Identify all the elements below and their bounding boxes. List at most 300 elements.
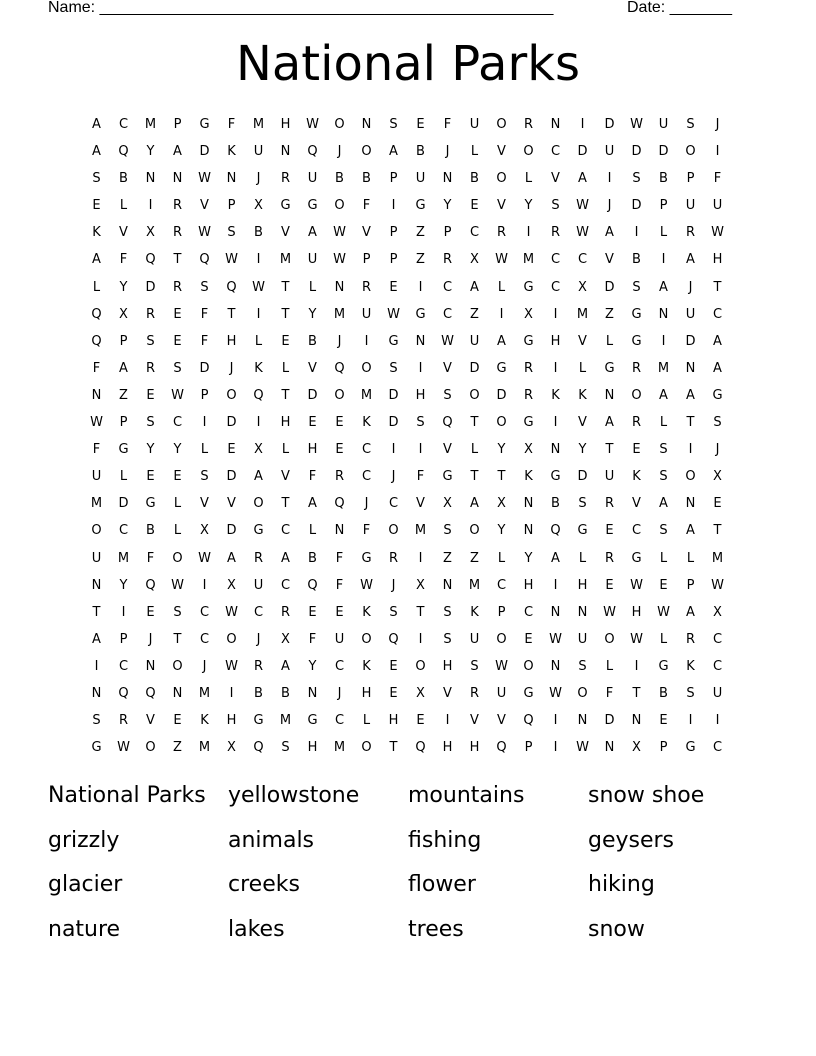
grid-letter: D [577, 469, 588, 485]
grid-letter: O [361, 740, 372, 756]
grid-letter: U [577, 631, 588, 647]
grid-letter: N [442, 171, 453, 187]
grid-letter: P [200, 387, 209, 403]
grid-letter: I [418, 631, 423, 647]
grid-letter: D [226, 469, 237, 485]
grid-letter: E [605, 577, 614, 593]
grid-letter: T [713, 279, 722, 295]
grid-letter: G [631, 333, 642, 349]
grid-letter: R [334, 469, 345, 485]
grid-letter: K [362, 604, 371, 620]
grid-letter: R [523, 360, 534, 376]
grid-letter: R [631, 360, 642, 376]
grid-letter: E [605, 523, 614, 539]
grid-letter: L [470, 442, 479, 458]
grid-letter: W [171, 577, 184, 593]
grid-letter: M [198, 740, 211, 756]
grid-letter: A [686, 387, 695, 403]
grid-letter: A [713, 360, 722, 376]
grid-letter: G [712, 387, 723, 403]
grid-letter: A [119, 360, 128, 376]
grid-letter: N [361, 117, 372, 132]
grid-letter: Z [443, 550, 452, 566]
grid-letter: B [146, 523, 155, 539]
grid-letter: V [146, 713, 155, 729]
grid-letter: G [577, 523, 588, 539]
grid-letter: U [658, 117, 669, 132]
grid-letter: I [553, 360, 558, 376]
grid-letter: E [335, 442, 344, 458]
grid-letter: I [364, 333, 369, 349]
grid-letter: Q [118, 685, 129, 701]
grid-letter: U [91, 550, 102, 566]
grid-letter: U [415, 171, 426, 187]
grid-letter: R [631, 415, 642, 431]
grid-letter: R [685, 225, 696, 241]
grid-letter: A [227, 550, 236, 566]
grid-letter: W [333, 225, 346, 241]
grid-letter: I [121, 604, 126, 620]
grid-letter: S [443, 604, 452, 620]
grid-letter: E [389, 658, 398, 674]
grid-letter: W [306, 117, 319, 132]
grid-letter: Q [226, 279, 237, 295]
grid-letter: E [335, 415, 344, 431]
grid-letter: X [632, 740, 641, 756]
grid-letter: I [715, 144, 720, 160]
grid-letter: T [281, 306, 290, 322]
grid-letter: C [712, 306, 723, 322]
grid-letter: J [391, 577, 396, 593]
grid-letter: N [550, 442, 561, 458]
grid-letter: Q [145, 252, 156, 268]
grid-letter: A [686, 252, 695, 268]
grid-letter: O [604, 631, 615, 647]
grid-letter: X [281, 631, 290, 647]
grid-letter: G [604, 360, 615, 376]
grid-letter: K [551, 387, 560, 403]
grid-letter: R [388, 550, 399, 566]
grid-letter: G [199, 117, 210, 132]
grid-letter: W [117, 740, 130, 756]
grid-letter: T [470, 415, 479, 431]
grid-letter: N [577, 713, 588, 729]
name-date-header [48, 0, 748, 20]
grid-letter: E [389, 685, 398, 701]
grid-letter: Q [334, 360, 345, 376]
grid-letter: P [389, 171, 398, 187]
grid-letter: S [443, 387, 452, 403]
grid-letter: D [604, 713, 615, 729]
grid-letter: V [281, 469, 290, 485]
grid-letter: N [91, 685, 102, 701]
grid-letter: C [712, 658, 723, 674]
grid-letter: I [607, 171, 612, 187]
grid-letter: G [550, 469, 561, 485]
grid-letter: X [524, 306, 533, 322]
grid-letter: O [361, 360, 372, 376]
grid-letter: R [280, 171, 291, 187]
grid-letter: N [226, 171, 237, 187]
grid-letter: V [578, 415, 587, 431]
grid-letter: Q [199, 252, 210, 268]
grid-letter: C [577, 252, 588, 268]
grid-letter: H [280, 415, 291, 431]
grid-letter: T [173, 252, 182, 268]
grid-letter: W [198, 225, 211, 241]
grid-letter: D [604, 117, 615, 132]
grid-letter: K [686, 658, 695, 674]
grid-letter: O [415, 658, 426, 674]
grid-letter: R [685, 631, 696, 647]
grid-letter: Q [145, 577, 156, 593]
grid-letter: D [388, 415, 399, 431]
grid-letter: Q [307, 577, 318, 593]
word-list-item: creeks [228, 872, 300, 897]
grid-letter: I [499, 306, 504, 322]
grid-letter: I [391, 442, 396, 458]
grid-letter: C [118, 658, 129, 674]
grid-letter: I [688, 713, 693, 729]
grid-letter: C [361, 442, 372, 458]
grid-letter: P [686, 171, 695, 187]
grid-letter: S [173, 604, 182, 620]
grid-letter: R [604, 496, 615, 512]
grid-letter: J [364, 496, 369, 512]
grid-letter: O [577, 685, 588, 701]
grid-letter: M [333, 740, 346, 756]
grid-letter: F [227, 117, 236, 132]
grid-letter: Y [146, 144, 155, 160]
grid-letter: D [307, 387, 318, 403]
grid-letter: R [172, 198, 183, 214]
grid-letter: C [199, 604, 210, 620]
grid-letter: I [553, 713, 558, 729]
grid-letter: C [550, 279, 561, 295]
grid-letter: L [119, 469, 128, 485]
grid-letter: T [605, 442, 614, 458]
grid-letter: G [496, 360, 507, 376]
grid-letter: A [605, 225, 614, 241]
grid-letter: V [470, 713, 479, 729]
grid-letter: X [254, 198, 263, 214]
grid-letter: Y [119, 279, 128, 295]
grid-letter: N [658, 306, 669, 322]
grid-letter: X [443, 496, 452, 512]
word-list-item: yellowstone [228, 783, 360, 808]
grid-letter: S [227, 225, 236, 241]
grid-letter: X [227, 577, 236, 593]
grid-letter: W [252, 279, 265, 295]
grid-letter: F [200, 306, 209, 322]
grid-letter: V [416, 496, 425, 512]
grid-letter: P [443, 225, 452, 241]
grid-letter: Z [173, 740, 182, 756]
grid-letter: A [92, 252, 101, 268]
grid-letter: H [388, 713, 399, 729]
grid-letter: O [334, 387, 345, 403]
grid-letter: B [659, 685, 668, 701]
grid-letter: C [496, 577, 507, 593]
grid-letter: B [416, 144, 425, 160]
grid-letter: M [468, 577, 481, 593]
grid-letter: N [550, 604, 561, 620]
grid-letter: L [497, 279, 506, 295]
grid-letter: N [145, 171, 156, 187]
grid-letter: M [252, 117, 265, 132]
grid-letter: T [713, 523, 722, 539]
grid-letter: B [281, 685, 290, 701]
grid-letter: O [685, 469, 696, 485]
grid-letter: U [685, 198, 696, 214]
grid-letter: A [470, 496, 479, 512]
grid-letter: E [281, 333, 290, 349]
grid-letter: V [551, 171, 560, 187]
grid-letter: V [227, 496, 236, 512]
grid-letter: L [281, 442, 290, 458]
grid-letter: N [91, 387, 102, 403]
grid-letter: L [254, 333, 263, 349]
grid-letter: D [658, 144, 669, 160]
grid-letter: I [661, 252, 666, 268]
grid-letter: I [94, 658, 99, 674]
grid-letter: H [307, 442, 318, 458]
grid-letter: O [496, 171, 507, 187]
grid-letter: M [576, 306, 589, 322]
grid-letter: C [118, 117, 129, 132]
grid-letter: L [605, 333, 614, 349]
grid-letter: C [712, 740, 723, 756]
grid-letter: E [173, 306, 182, 322]
grid-letter: A [470, 279, 479, 295]
grid-letter: C [442, 279, 453, 295]
grid-letter: F [308, 469, 317, 485]
grid-letter: B [308, 550, 317, 566]
grid-letter: E [416, 713, 425, 729]
grid-letter: I [229, 685, 234, 701]
grid-letter: H [550, 333, 561, 349]
grid-letter: L [173, 523, 182, 539]
grid-letter: G [442, 469, 453, 485]
grid-letter: N [334, 279, 345, 295]
grid-letter: N [577, 604, 588, 620]
grid-letter: E [146, 469, 155, 485]
grid-letter: Q [334, 496, 345, 512]
grid-letter: K [470, 604, 479, 620]
grid-letter: W [711, 577, 724, 593]
grid-letter: U [604, 469, 615, 485]
grid-letter: N [523, 496, 534, 512]
grid-letter: Y [524, 550, 533, 566]
grid-letter: J [148, 631, 153, 647]
grid-letter: T [281, 279, 290, 295]
grid-letter: W [171, 387, 184, 403]
grid-letter: I [715, 713, 720, 729]
grid-letter: H [361, 685, 372, 701]
grid-letter: C [550, 252, 561, 268]
grid-letter: N [91, 577, 102, 593]
grid-letter: G [523, 415, 534, 431]
grid-letter: I [553, 740, 558, 756]
grid-letter: L [605, 658, 614, 674]
grid-letter: S [578, 658, 587, 674]
page-title: National Parks [235, 36, 580, 92]
grid-letter: V [200, 496, 209, 512]
grid-letter: W [441, 333, 454, 349]
grid-letter: G [91, 740, 102, 756]
grid-letter: F [335, 550, 344, 566]
grid-letter: V [443, 360, 452, 376]
grid-letter: E [659, 577, 668, 593]
grid-letter: R [523, 387, 534, 403]
grid-letter: I [256, 415, 261, 431]
grid-letter: Z [605, 306, 614, 322]
grid-letter: E [173, 469, 182, 485]
grid-letter: D [199, 144, 210, 160]
grid-letter: W [360, 577, 373, 593]
grid-letter: O [523, 658, 534, 674]
grid-letter: E [92, 198, 101, 214]
grid-letter: U [91, 469, 102, 485]
grid-letter: Y [146, 442, 155, 458]
grid-letter: Y [308, 658, 317, 674]
grid-letter: Q [388, 631, 399, 647]
grid-letter: R [145, 360, 156, 376]
grid-letter: S [281, 740, 290, 756]
grid-letter: V [497, 713, 506, 729]
grid-letter: M [198, 685, 211, 701]
grid-letter: E [308, 415, 317, 431]
grid-letter: L [173, 496, 182, 512]
grid-letter: D [631, 198, 642, 214]
grid-letter: K [578, 387, 587, 403]
grid-letter: G [631, 306, 642, 322]
grid-letter: E [713, 496, 722, 512]
grid-letter: W [495, 252, 508, 268]
grid-letter: U [712, 685, 723, 701]
grid-letter: B [308, 333, 317, 349]
grid-letter: P [389, 252, 398, 268]
grid-letter: A [173, 144, 182, 160]
grid-letter: H [469, 740, 480, 756]
grid-letter: W [225, 252, 238, 268]
grid-letter: H [415, 387, 426, 403]
grid-letter: V [497, 198, 506, 214]
grid-letter: S [146, 333, 155, 349]
grid-letter: D [685, 333, 696, 349]
grid-letter: A [281, 658, 290, 674]
grid-letter: C [361, 469, 372, 485]
grid-letter: M [90, 496, 103, 512]
grid-letter: Q [91, 306, 102, 322]
grid-letter: N [172, 171, 183, 187]
grid-letter: U [469, 631, 480, 647]
grid-letter: J [688, 279, 693, 295]
grid-letter: S [632, 279, 641, 295]
grid-letter: R [253, 550, 264, 566]
grid-letter: F [335, 577, 344, 593]
grid-letter: O [172, 550, 183, 566]
grid-letter: O [226, 387, 237, 403]
grid-letter: S [659, 523, 668, 539]
grid-letter: T [281, 387, 290, 403]
grid-letter: I [661, 333, 666, 349]
grid-letter: E [146, 604, 155, 620]
grid-letter: M [333, 306, 346, 322]
grid-letter: T [497, 469, 506, 485]
grid-letter: E [416, 117, 425, 132]
grid-letter: A [551, 550, 560, 566]
grid-letter: U [253, 144, 264, 160]
grid-letter: R [496, 225, 507, 241]
grid-letter: S [173, 360, 182, 376]
grid-letter: V [308, 360, 317, 376]
grid-letter: G [415, 306, 426, 322]
grid-letter: G [307, 713, 318, 729]
grid-letter: B [119, 171, 128, 187]
grid-letter: O [253, 496, 264, 512]
grid-letter: G [145, 496, 156, 512]
grid-letter: E [632, 442, 641, 458]
grid-letter: X [578, 279, 587, 295]
grid-letter: N [415, 333, 426, 349]
word-list-item: trees [408, 916, 464, 942]
grid-letter: Q [550, 523, 561, 539]
grid-letter: A [713, 333, 722, 349]
grid-letter: D [631, 144, 642, 160]
grid-letter: G [658, 658, 669, 674]
grid-letter: S [713, 415, 722, 431]
grid-letter: C [631, 523, 642, 539]
grid-letter: I [688, 442, 693, 458]
grid-letter: O [361, 144, 372, 160]
grid-letter: S [686, 117, 695, 132]
grid-letter: S [416, 415, 425, 431]
grid-letter: M [414, 523, 427, 539]
grid-letter: U [307, 171, 318, 187]
grid-letter: H [226, 333, 237, 349]
grid-letter: X [254, 442, 263, 458]
grid-letter: I [418, 360, 423, 376]
grid-letter: M [657, 360, 670, 376]
grid-letter: R [523, 117, 534, 132]
grid-letter: P [362, 252, 371, 268]
grid-letter: Q [307, 144, 318, 160]
grid-letter: U [361, 306, 372, 322]
grid-letter: O [361, 631, 372, 647]
grid-letter: S [200, 279, 209, 295]
grid-letter: J [202, 658, 207, 674]
word-list-item: animals [228, 827, 315, 853]
grid-letter: K [362, 658, 371, 674]
grid-letter: J [337, 333, 342, 349]
grid-letter: A [92, 117, 101, 132]
grid-letter: G [253, 523, 264, 539]
grid-letter: D [577, 144, 588, 160]
word-list-item: grizzly [48, 827, 120, 853]
grid-letter: Y [308, 306, 317, 322]
grid-letter: U [469, 117, 480, 132]
grid-letter: P [659, 740, 668, 756]
grid-letter: S [443, 631, 452, 647]
grid-letter: W [333, 252, 346, 268]
grid-letter: O [496, 117, 507, 132]
grid-letter: K [362, 415, 371, 431]
grid-letter: E [173, 713, 182, 729]
grid-letter: Z [416, 225, 425, 241]
grid-letter: L [659, 550, 668, 566]
grid-letter: Z [470, 306, 479, 322]
